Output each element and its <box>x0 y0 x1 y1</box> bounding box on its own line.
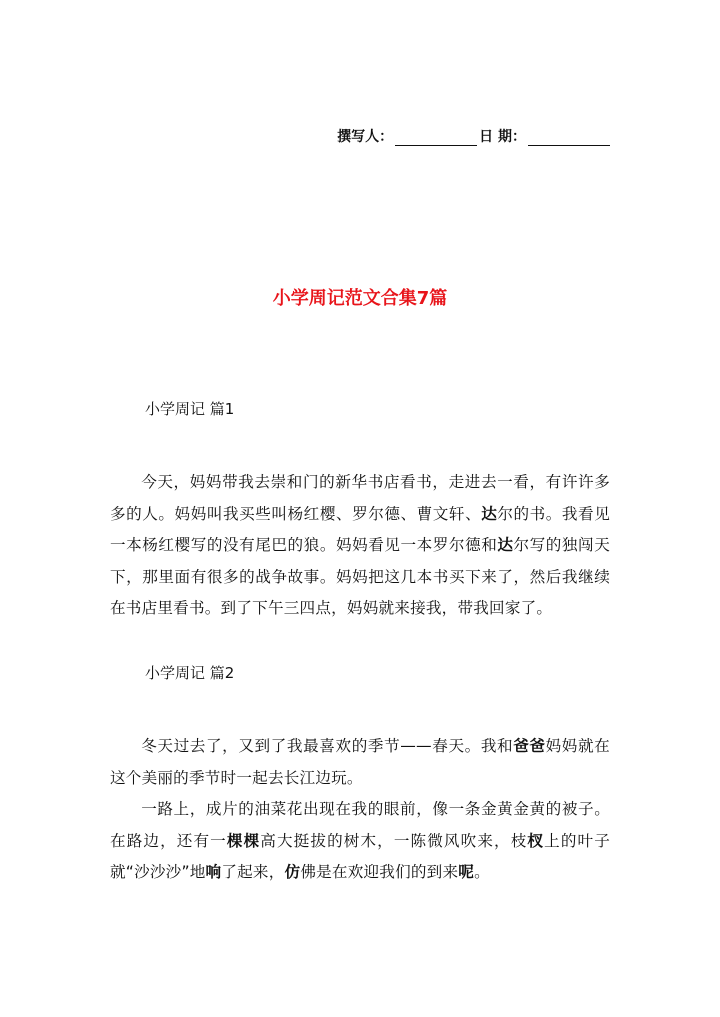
date-label: 日 期： <box>479 129 526 145</box>
section-1-paragraph-1: 今天，妈妈带我去崇和门的新华书店看书，走进去一看，有许许多多的人。妈妈叫我买些叫杨红樱、罗尔德、曹文轩、达尔的书。我看见一本杨红樱写的没有尾巴的狼。妈妈看见一本罗尔德和达尔写的独闯天下，那里面有很多的战争故事。妈妈把这几本书买下来了，然后我继续在书店里看书。到了下午三四点，妈妈就来接我，带我回家了。 <box>110 473 610 617</box>
author-label: 撰写人： <box>337 129 394 145</box>
author-date-line <box>337 126 612 146</box>
author-blank <box>395 131 477 146</box>
section-2-paragraph-2: 一路上，成片的油菜花出现在我的眼前，像一条金黄金黄的被子。在路边，还有一棵棵高大挺拔的树木，一陈微风吹来，枝杈上的叶子就“沙沙沙”地响了起来，仿佛是在欢迎我们的到来呢。 <box>110 800 611 881</box>
section-heading-1: 小学周记 篇1 <box>145 400 235 418</box>
date-blank <box>528 131 610 146</box>
document-title: 小学周记范文合集7篇 <box>272 288 448 309</box>
section-2-paragraph-1: 冬天过去了，又到了我最喜欢的季节——春天。我和爸爸妈妈就在这个美丽的季节时一起去长江边玩。 <box>110 737 610 787</box>
section-heading-2: 小学周记 篇2 <box>145 664 235 682</box>
